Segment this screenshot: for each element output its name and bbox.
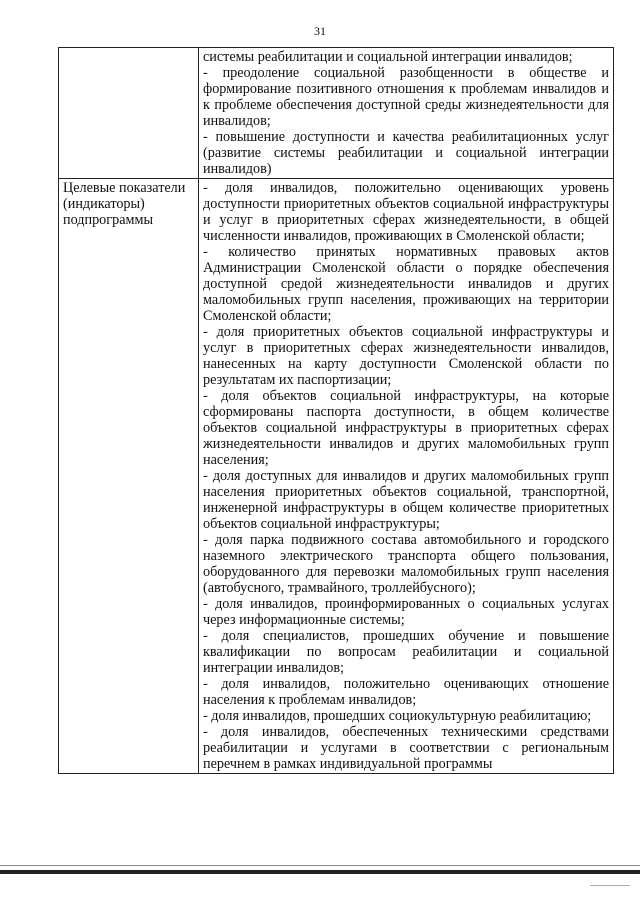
- list-item: - доля объектов социальной инфраструктуры, на которые сформированы паспорта доступности, в общем количестве объектов социальной инфраструктуры в приоритетных сферах жизнедеятельности инвалидов и других маломобильных групп населения;: [203, 388, 609, 468]
- page-number: 31: [314, 24, 326, 38]
- scan-mark: [590, 885, 630, 886]
- list-item: - доля инвалидов, положительно оценивающих отношение населения к проблемам инвалидов;: [203, 676, 609, 708]
- bottom-divider-thin: [0, 865, 640, 866]
- list-item: - доля парка подвижного состава автомобильного и городского наземного электрического транспорта общего пользования, оборудованного для перевозки маломобильных групп населения (автобусного, трамвайного, троллейбусного);: [203, 532, 609, 596]
- list-item: - доля инвалидов, положительно оценивающих уровень доступности приоритетных объектов социальной инфраструктуры и услуг в приоритетных сферах жизнедеятельности, в общей численности инвалидов, проживающих в Смоленской области;: [203, 180, 609, 244]
- row-content-cell: [199, 179, 614, 774]
- row-content-cell: [199, 48, 614, 179]
- list-item: - доля инвалидов, проинформированных о социальных услугах через информационные системы;: [203, 596, 609, 628]
- row-label-cell: [59, 179, 199, 774]
- list-item: - доля доступных для инвалидов и других маломобильных групп населения приоритетных объектов социальной, транспортной, инженерной инфраструктуры в общем количестве приоритетных объектов социальной инфраструктуры;: [203, 468, 609, 532]
- table-row: [59, 48, 614, 179]
- subprogram-table: [58, 47, 614, 774]
- row-label-target-indicators: Целевые показатели (индикаторы) подпрограммы: [63, 180, 186, 228]
- list-item: - доля инвалидов, прошедших социокультурную реабилитацию;: [203, 708, 592, 724]
- list-item: - доля инвалидов, обеспеченных техническими средствами реабилитации и услугами в соответствии с региональным перечнем в рамках индивидуальной программы: [203, 724, 609, 772]
- list-item: - преодоление социальной разобщенности в обществе и формирование позитивного отношения к проблемам инвалидов и к проблеме обеспечения доступной среды жизнедеятельности для инвалидов;: [203, 65, 609, 129]
- list-item: - доля приоритетных объектов социальной инфраструктуры и услуг в приоритетных сферах жизнедеятельности инвалидов, нанесенных на карту доступности Смоленской области по результатам их паспортизации;: [203, 324, 609, 388]
- list-item: системы реабилитации и социальной интеграции инвалидов;: [203, 49, 573, 65]
- list-item: - доля специалистов, прошедших обучение и повышение квалификации по вопросам реабилитации и социальной интеграции инвалидов;: [203, 628, 609, 676]
- list-item: - количество принятых нормативных правовых актов Администрации Смоленской области о порядке обеспечения доступной средой жизнедеятельности инвалидов и других маломобильных групп населения, проживающих на территории Смоленской области;: [203, 244, 609, 324]
- list-item: - повышение доступности и качества реабилитационных услуг (развитие системы реабилитации и социальной интеграции инвалидов): [203, 129, 609, 177]
- table-row: [59, 179, 614, 774]
- bottom-divider: [0, 870, 640, 874]
- row-label-cell: [59, 48, 199, 179]
